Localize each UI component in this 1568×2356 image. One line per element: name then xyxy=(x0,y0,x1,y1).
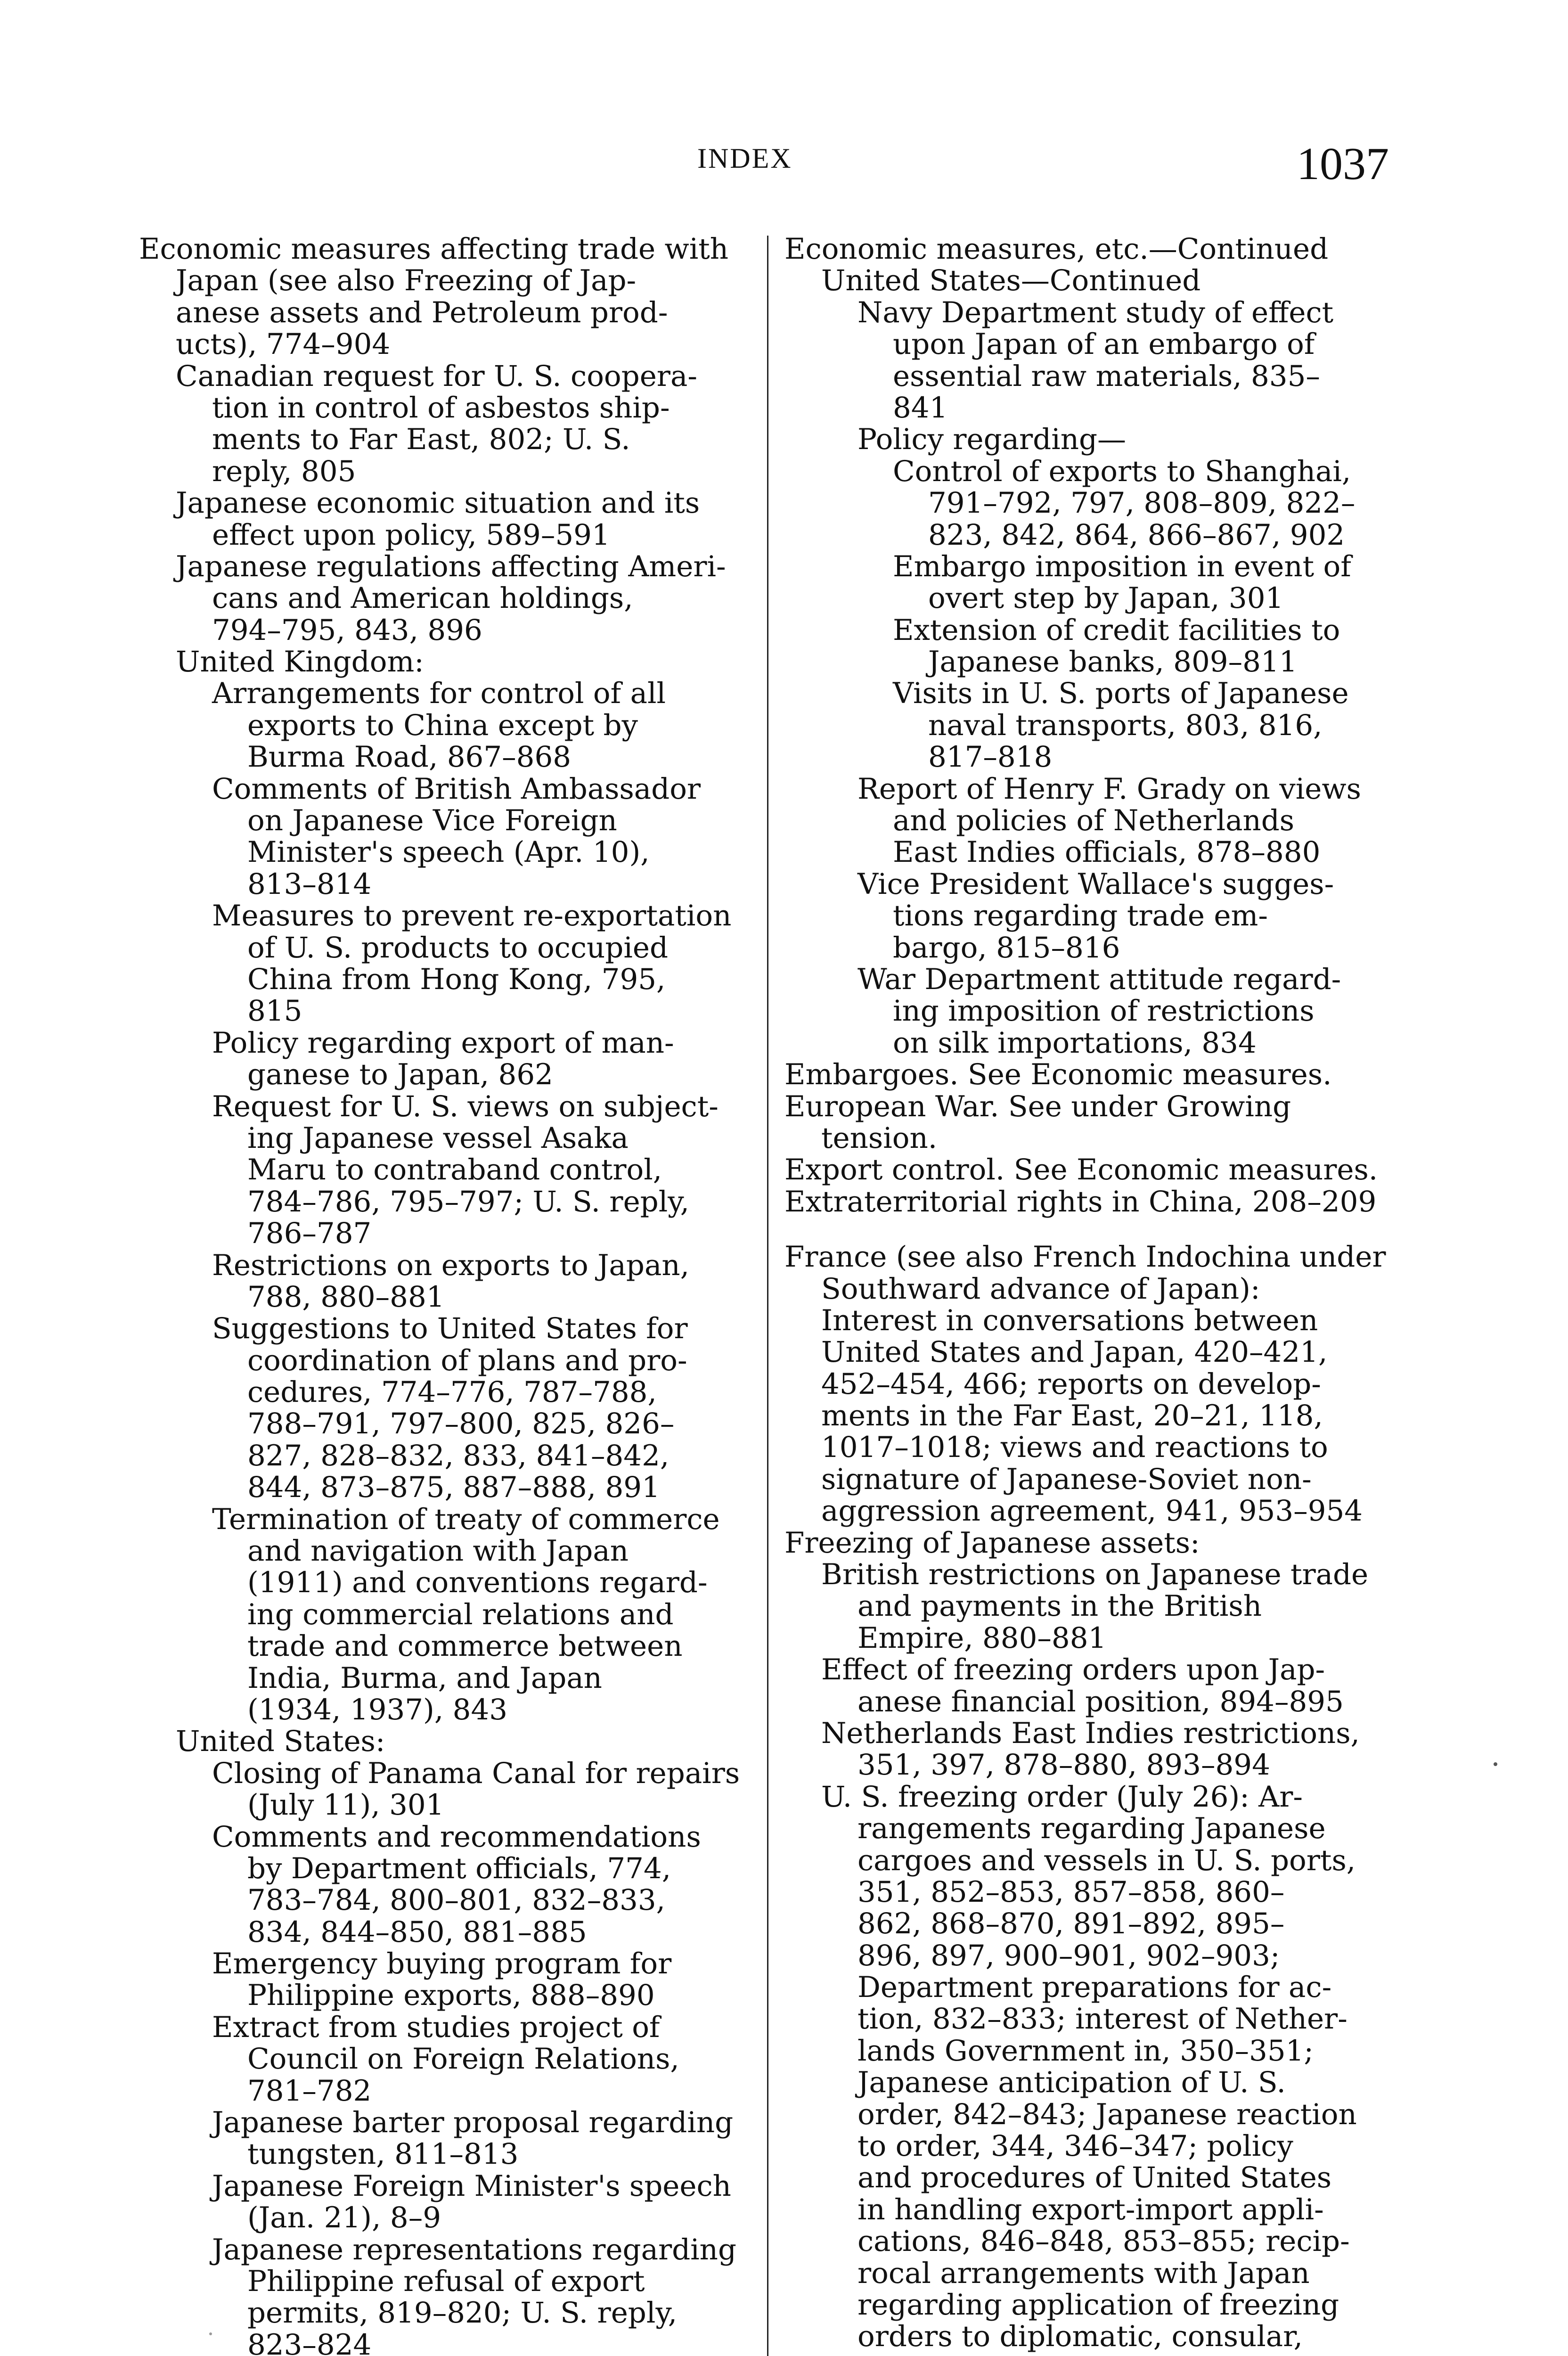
index-entry-line: Philippine exports, 888–890 xyxy=(247,1979,655,2012)
index-entry-line: 813–814 xyxy=(247,867,372,901)
index-entry-line: on Japanese Vice Foreign xyxy=(247,804,617,838)
index-entry-line: Japanese regulations affecting Ameri- xyxy=(176,549,726,583)
index-entry-line: 783–784, 800–801, 832–833, xyxy=(247,1883,666,1917)
index-entry-line: Maru to contraband control, xyxy=(247,1153,662,1187)
index-entry-line: on silk importations, 834 xyxy=(893,1026,1257,1060)
index-entry-line: coordination of plans and pro- xyxy=(247,1343,687,1377)
index-entry-line: Japanese anticipation of U. S. xyxy=(858,2066,1286,2100)
index-entry-line: anese assets and Petroleum prod- xyxy=(176,295,668,329)
index-entry-line: orders to diplomatic, consular, xyxy=(858,2320,1303,2354)
index-entry-line: 817–818 xyxy=(928,740,1053,774)
index-entry-line: Japanese barter proposal regarding xyxy=(212,2106,734,2140)
index-entry-line: Philippine refusal of export xyxy=(247,2265,645,2298)
index-entry-line: Netherlands East Indies restrictions, xyxy=(821,1716,1360,1750)
index-entry-line: Request for U. S. views on subject- xyxy=(212,1089,719,1123)
index-entry-line: Japan (see also Freezing of Jap- xyxy=(176,264,637,298)
index-entry-line: 844, 873–875, 887–888, 891 xyxy=(247,1471,660,1505)
index-entry-line: Report of Henry F. Grady on views xyxy=(858,772,1361,806)
index-entry-line: Closing of Panama Canal for repairs xyxy=(212,1756,740,1790)
index-entry-line: cedures, 774–776, 787–788, xyxy=(247,1375,657,1409)
index-entry-line: United States and Japan, 420–421, xyxy=(821,1335,1328,1369)
index-entry-line: 351, 397, 878–880, 893–894 xyxy=(858,1748,1270,1782)
index-entry-line: Extraterritorial rights in China, 208–209 xyxy=(784,1185,1377,1219)
index-entry-line: Japanese Foreign Minister's speech xyxy=(212,2169,731,2203)
index-entry-line: regarding application of freezing xyxy=(858,2288,1339,2322)
page-header-title: INDEX xyxy=(697,143,792,174)
index-entry-line: (July 11), 301 xyxy=(247,1788,444,1822)
index-entry-line: and navigation with Japan xyxy=(247,1534,629,1568)
index-entry-line: of U. S. products to occupied xyxy=(247,931,668,965)
index-entry-line: aggression agreement, 941, 953–954 xyxy=(821,1494,1363,1528)
index-entry-line: 823, 842, 864, 866–867, 902 xyxy=(928,518,1345,552)
index-entry-line: Interest in conversations between xyxy=(821,1303,1318,1337)
index-entry-line: to order, 344, 346–347; policy xyxy=(858,2129,1293,2163)
index-entry-line: Freezing of Japanese assets: xyxy=(784,1526,1200,1560)
index-entry-line: ing Japanese vessel Asaka xyxy=(247,1121,629,1155)
index-entry-line: Canadian request for U. S. coopera- xyxy=(176,359,697,393)
index-entry-line: trade and commerce between xyxy=(247,1629,683,1663)
index-entry-line: tions regarding trade em- xyxy=(893,899,1268,933)
index-entry-line: 781–782 xyxy=(247,2074,372,2108)
index-entry-line: Extension of credit facilities to xyxy=(893,613,1340,647)
index-entry-line: Comments and recommendations xyxy=(212,1820,701,1854)
index-entry-line: 834, 844–850, 881–885 xyxy=(247,1915,587,1949)
index-entry-line: 862, 868–870, 891–892, 895– xyxy=(858,1907,1285,1941)
index-entry-line: (1934, 1937), 843 xyxy=(247,1693,508,1726)
index-entry-line: 841 xyxy=(893,391,948,425)
scan-speck xyxy=(209,2332,212,2335)
index-entry-line: Economic measures, etc.—Continued xyxy=(784,232,1329,266)
index-entry-line: France (see also French Indochina under xyxy=(784,1240,1386,1274)
left-index-column xyxy=(139,233,754,2356)
index-entry-line: Embargoes. See Economic measures. xyxy=(784,1058,1332,1092)
index-entry-line: 815 xyxy=(247,994,302,1028)
index-entry-line: by Department officials, 774, xyxy=(247,1851,671,1885)
index-entry-line: ing commercial relations and xyxy=(247,1597,674,1631)
index-entry-line: in handling export-import appli- xyxy=(858,2192,1324,2226)
index-entry-line: rangements regarding Japanese xyxy=(858,1812,1326,1846)
index-entry-line: Export control. See Economic measures. xyxy=(784,1153,1378,1187)
scan-speck xyxy=(1494,1762,1497,1766)
index-entry-line: European War. See under Growing xyxy=(784,1089,1291,1123)
index-entry-line: Council on Foreign Relations, xyxy=(247,2042,679,2076)
index-entry-line: permits, 819–820; U. S. reply, xyxy=(247,2296,678,2330)
index-entry-line: Japanese banks, 809–811 xyxy=(928,645,1298,679)
index-entry-line: Effect of freezing orders upon Jap- xyxy=(821,1653,1325,1687)
index-entry-line: cargoes and vessels in U. S. ports, xyxy=(858,1843,1356,1877)
entry-gap xyxy=(784,1218,1402,1241)
index-entry-line: 1017–1018; views and reactions to xyxy=(821,1431,1328,1464)
index-entry-line: effect upon policy, 589–591 xyxy=(212,518,610,552)
index-entry-line: tension. xyxy=(821,1121,938,1155)
index-entry-line: ucts), 774–904 xyxy=(176,327,391,361)
index-entry-line: tion in control of asbestos ship- xyxy=(212,391,670,425)
index-entry-line: Extract from studies project of xyxy=(212,2010,660,2044)
index-entry-line: Navy Department study of effect xyxy=(858,295,1334,329)
index-entry-line: Termination of treaty of commerce xyxy=(212,1502,720,1536)
index-entry-line: ing imposition of restrictions xyxy=(893,994,1315,1028)
index-entry-line: (1911) and conventions regard- xyxy=(247,1566,708,1600)
index-entry-line: signature of Japanese-Soviet non- xyxy=(821,1462,1312,1496)
index-entry-line: overt step by Japan, 301 xyxy=(928,581,1284,615)
index-entry-line: exports to China except by xyxy=(247,708,638,742)
index-entry-line: rocal arrangements with Japan xyxy=(858,2256,1310,2290)
index-entry-line: United Kingdom: xyxy=(176,645,424,679)
index-entry-line: 791–792, 797, 808–809, 822– xyxy=(928,486,1356,520)
index-entry-line: U. S. freezing order (July 26): Ar- xyxy=(821,1780,1303,1814)
index-entry-line: Measures to prevent re-exportation xyxy=(212,899,732,933)
index-entry-line: Comments of British Ambassador xyxy=(212,772,701,806)
index-entry-line: ments to Far East, 802; U. S. xyxy=(212,423,630,457)
index-entry-line: and payments in the British xyxy=(858,1589,1262,1623)
index-entry-line: ganese to Japan, 862 xyxy=(247,1058,553,1092)
index-entry-line: United States: xyxy=(176,1725,385,1759)
index-entry-line: cans and American holdings, xyxy=(212,581,633,615)
index-entry-line: 788, 880–881 xyxy=(247,1280,445,1314)
index-entry-line: (Jan. 21), 8–9 xyxy=(247,2201,441,2235)
index-entry-line: Burma Road, 867–868 xyxy=(247,740,572,774)
index-entry-line: Vice President Wallace's sugges- xyxy=(858,867,1334,901)
index-entry-line: 823–824 xyxy=(247,2328,372,2356)
index-entry-line: Control of exports to Shanghai, xyxy=(893,454,1351,488)
index-entry-line: Restrictions on exports to Japan, xyxy=(212,1248,689,1282)
index-entry-line: Suggestions to United States for xyxy=(212,1312,688,1346)
right-index-column xyxy=(784,233,1402,2353)
index-entry-line: United States—Continued xyxy=(821,264,1201,298)
index-entry-line: and procedures of United States xyxy=(858,2161,1332,2195)
index-entry-line: tungsten, 811–813 xyxy=(247,2137,519,2171)
index-entry-line: 786–787 xyxy=(247,1217,372,1251)
index-entry-line: anese financial position, 894–895 xyxy=(858,1685,1344,1718)
index-entry-line: Visits in U. S. ports of Japanese xyxy=(893,677,1349,711)
index-entry-line: Emergency buying program for xyxy=(212,1947,672,1981)
index-entry-line: naval transports, 803, 816, xyxy=(928,708,1323,742)
index-entry-line: 784–786, 795–797; U. S. reply, xyxy=(247,1185,689,1219)
index-entry-line: and policies of Netherlands xyxy=(893,804,1295,838)
index-entry-line: Embargo imposition in event of xyxy=(893,549,1351,583)
index-entry-line: Japanese representations regarding xyxy=(212,2233,737,2266)
index-entry-line: reply, 805 xyxy=(212,454,356,488)
page-number: 1037 xyxy=(1297,139,1389,189)
index-entry-line: Empire, 880–881 xyxy=(858,1621,1107,1655)
index-entry-line: Arrangements for control of all xyxy=(212,677,666,711)
index-entry-line: 896, 897, 900–901, 902–903; xyxy=(858,1939,1280,1972)
index-entry-line: East Indies officials, 878–880 xyxy=(893,835,1321,869)
index-entry-line: Minister's speech (Apr. 10), xyxy=(247,835,650,869)
index-entry-line: tion, 832–833; interest of Nether- xyxy=(858,2002,1348,2036)
index-entry-line: Economic measures affecting trade with xyxy=(139,232,729,266)
index-entry-line: Southward advance of Japan): xyxy=(821,1272,1260,1306)
index-entry-line: Japanese economic situation and its xyxy=(176,486,700,520)
index-entry-line: 788–791, 797–800, 825, 826– xyxy=(247,1407,675,1441)
index-entry-line: order, 842–843; Japanese reaction xyxy=(858,2097,1357,2131)
index-entry-line: India, Burma, and Japan xyxy=(247,1661,602,1695)
index-entry-line: ments in the Far East, 20–21, 118, xyxy=(821,1399,1323,1433)
index-entry-line: 794–795, 843, 896 xyxy=(212,613,482,647)
index-entry-line: cations, 846–848, 853–855; recip- xyxy=(858,2225,1350,2258)
index-entry-line: lands Government in, 350–351; xyxy=(858,2034,1314,2068)
index-entry-line: 351, 852–853, 857–858, 860– xyxy=(858,1875,1285,1909)
index-entry-line: bargo, 815–816 xyxy=(893,931,1120,965)
index-entry-line: Policy regarding export of man- xyxy=(212,1026,674,1060)
index-entry-line: War Department attitude regard- xyxy=(858,962,1341,996)
index-entry-line: upon Japan of an embargo of xyxy=(893,327,1315,361)
index-entry-line: 452–454, 466; reports on develop- xyxy=(821,1367,1321,1401)
index-entry-line: Policy regarding— xyxy=(858,423,1127,457)
index-entry-line: 827, 828–832, 833, 841–842, xyxy=(247,1439,670,1472)
index-entry-line: essential raw materials, 835– xyxy=(893,359,1320,393)
index-entry-line: British restrictions on Japanese trade xyxy=(821,1558,1369,1592)
column-divider xyxy=(767,236,768,2356)
index-entry-line: China from Hong Kong, 795, xyxy=(247,962,666,996)
index-entry-line: Department preparations for ac- xyxy=(858,1971,1332,2004)
